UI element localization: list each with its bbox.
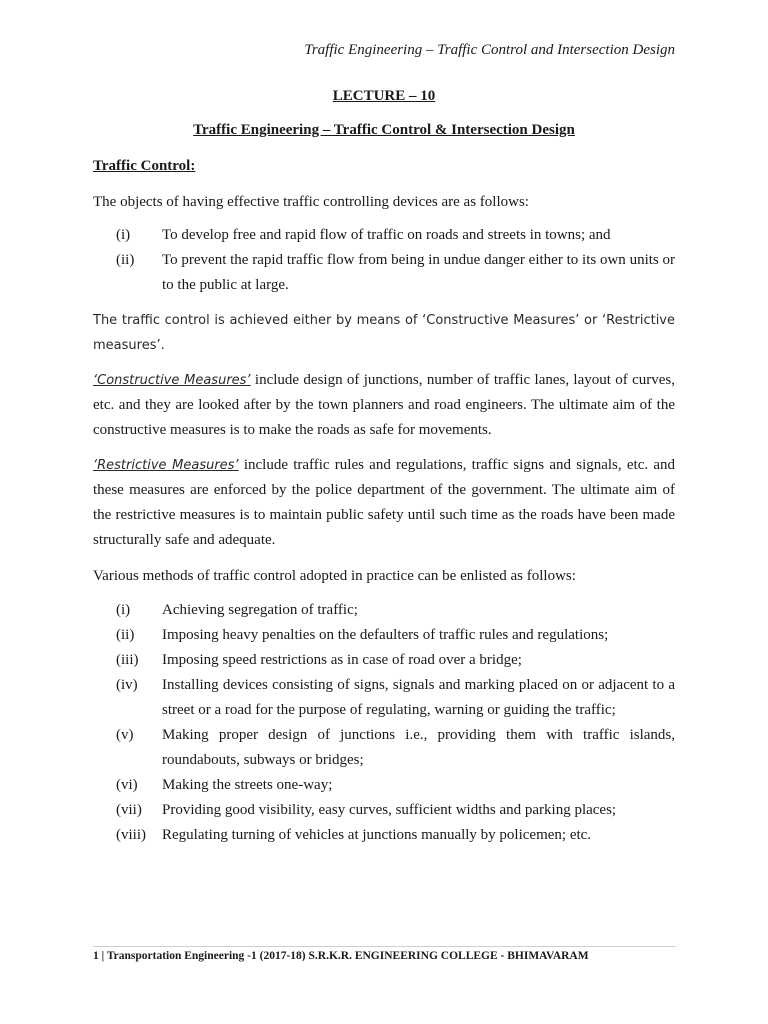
- list-marker: (ii): [116, 627, 135, 643]
- list-item-text: To prevent the rapid traffic flow from being in undue danger either to its own units or to the public at large.: [162, 252, 675, 293]
- methods-intro-paragraph: Various methods of traffic control adopted in practice can be enlisted as follows:: [93, 568, 576, 584]
- list-item-text: Achieving segregation of traffic;: [162, 602, 358, 618]
- section-heading: Traffic Control:: [93, 158, 196, 174]
- methods-list: [93, 598, 675, 848]
- restrictive-paragraph: [93, 453, 675, 553]
- restrictive-text: include traffic rules and regulations, traffic signs and signals, etc. and these measures are enforced by the police department of the government. The ultimate aim of the restrictive measures is to maintain public safety until such time as the roads have been made structurally safe and adequate.: [93, 457, 675, 548]
- list-item: [93, 623, 675, 648]
- list-item-text: Imposing heavy penalties on the defaulters of traffic rules and regulations;: [162, 627, 609, 643]
- objects-list: [93, 223, 675, 298]
- list-marker: (i): [116, 227, 131, 243]
- running-header: Traffic Engineering – Traffic Control and Intersection Design: [304, 42, 675, 58]
- list-item-text: Providing good visibility, easy curves, sufficient widths and parking places;: [162, 802, 617, 818]
- list-item: [93, 248, 675, 298]
- list-item: [93, 223, 675, 248]
- list-item: [93, 673, 675, 723]
- list-marker: (vi): [116, 777, 138, 793]
- list-item: [93, 598, 675, 623]
- restrictive-term: ‘Restrictive Measures’: [93, 458, 239, 473]
- list-item-text: Making the streets one-way;: [162, 777, 333, 793]
- list-marker: (iv): [116, 677, 138, 693]
- document-title: Traffic Engineering – Traffic Control & Intersection Design: [193, 122, 575, 138]
- list-item: [93, 723, 675, 773]
- list-item-text: Regulating turning of vehicles at junctions manually by policemen; etc.: [162, 827, 592, 843]
- footer-divider: [93, 946, 676, 947]
- list-item: [93, 648, 675, 673]
- list-item-text: Installing devices consisting of signs, signals and marking placed on or adjacent to a street or a road for the purpose of regulating, warning or guiding the traffic;: [162, 677, 675, 718]
- lecture-number: LECTURE – 10: [332, 88, 436, 104]
- list-item: [93, 798, 675, 823]
- list-item: [93, 823, 675, 848]
- list-marker: (ii): [116, 252, 135, 268]
- page-footer: 1 | Transportation Engineering -1 (2017-18) S.R.K.R. ENGINEERING COLLEGE - BHIMAVARAM: [93, 950, 589, 962]
- list-item-text: Making proper design of junctions i.e., providing them with traffic islands, roundabouts, subways or bridges;: [162, 727, 675, 768]
- list-marker: (iii): [116, 652, 139, 668]
- list-item-text: Imposing speed restrictions as in case of road over a bridge;: [162, 652, 522, 668]
- constructive-term: ‘Constructive Measures’: [93, 373, 251, 388]
- list-marker: (v): [116, 727, 134, 743]
- constructive-text: include design of junctions, number of traffic lanes, layout of curves, etc. and they are looked after by the town planners and road engineers. The ultimate aim of the constructive measures is to make the roads as safe for movements.: [93, 372, 675, 438]
- control-means-paragraph: The traffic control is achieved either by means of ‘Constructive Measures’ or ‘Restrictive measures’.: [93, 313, 675, 353]
- list-item-text: To develop free and rapid flow of traffic on roads and streets in towns; and: [162, 227, 611, 243]
- constructive-paragraph: [93, 368, 675, 443]
- list-marker: (i): [116, 602, 131, 618]
- list-item: [93, 773, 675, 798]
- list-marker: (vii): [116, 802, 142, 818]
- list-marker: (viii): [116, 827, 146, 843]
- intro-paragraph: The objects of having effective traffic controlling devices are as follows:: [93, 194, 529, 210]
